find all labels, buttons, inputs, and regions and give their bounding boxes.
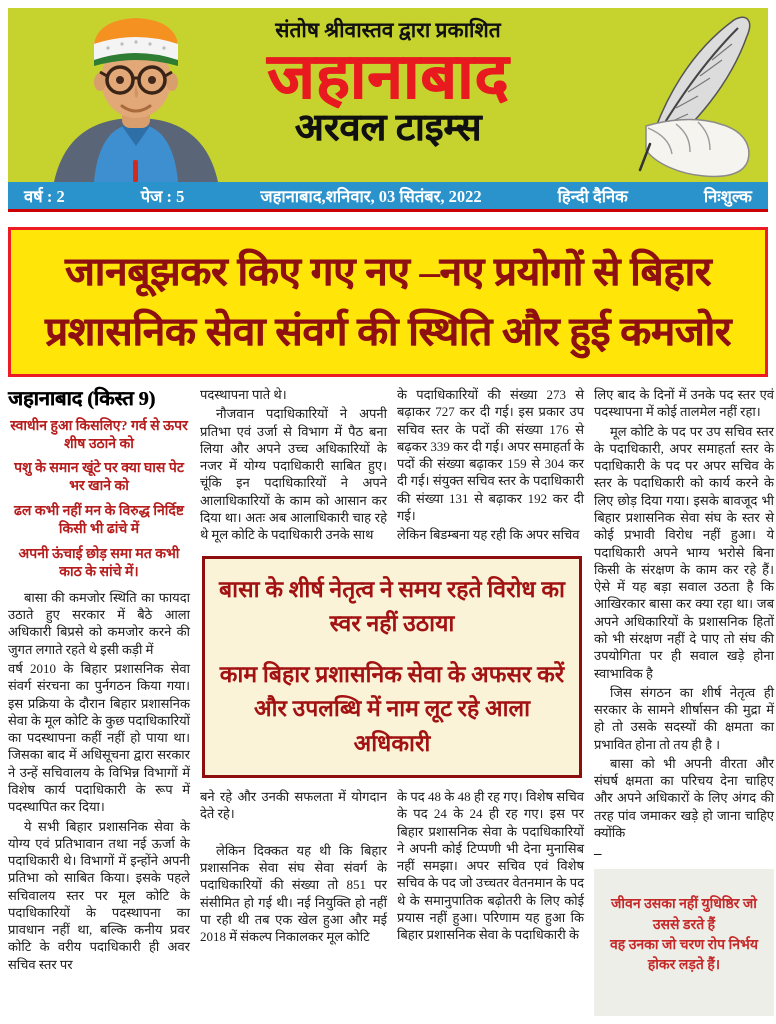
headline-line1: जानबूझकर किए गए नए –नए प्रयोगों से बिहार — [64, 249, 712, 294]
poem-line: उससे डरते हैं — [652, 917, 716, 933]
body-paragraph: बासा की कमजोर स्थिति का फायदा उठाते हुए सरकार में बैठे आला अधिकारी बिप्रसे को कमजोर करने की जुगत लगाते रहते थे इसी कड़ी में — [8, 589, 190, 657]
middle-bottom-row — [200, 788, 584, 948]
body-paragraph: के पदाधिकारियों की संख्या 273 से बढ़ाकर 727 कर दी गई। इस प्रकार उप सचिव स्तर के पदों की संख्या 176 से बढ़कर 339 कर दी गई। अपर समाहर्ता के पदों की संख्या बढ़ाकर 159 से 304 कर दी गई। संयुक्त सचिव स्तर के पदाधिकारी की संख्या 131 से बढ़ाकर 192 कर दी गई। — [397, 387, 584, 523]
body-paragraph: जिस संगठन का शीर्ष नेतृत्व ही सरकार के सामने शीर्षासन की मुद्रा में हो तो उसके सदस्यों की क्षमता का प्रभावित होना तो तय ही है । — [594, 684, 774, 752]
poem-stanza: पशु के समान खूंटे पर क्या घास पेट भर खाने को — [14, 461, 184, 495]
main-headline — [8, 227, 768, 377]
body-paragraph: पदस्थापना पाते थे। — [200, 387, 287, 402]
body-paragraph: लिए बाद के दिनों में उनके पद स्तर एवं पदस्थापना में कोई तालमेल नहीं रहा। — [594, 387, 774, 420]
poem-line: वह उनका जो चरण रोप निर्भय — [610, 937, 758, 953]
column-2-bottom — [200, 788, 387, 948]
dateline: जहानाबाद,शनिवार, 03 सितंबर, 2022 — [260, 187, 482, 206]
body-paragraph: बासा को भी अपनी वीरता और संघर्ष क्षमता का परिचय देना चाहिए और अपने अधिकारों के लिए अंगद की तरह पांव जमाकर खड़े हो जाना चाहिए क्योंकि — [594, 755, 774, 841]
body-paragraph: लेकिन बिडम्बना यह रही कि अपर सचिव — [397, 527, 580, 543]
column-4 — [594, 386, 774, 1018]
middle-columns — [200, 386, 584, 1018]
poem-stanza: ढल कभी नहीं मन के विरुद्ध निर्दिष्ट किसी भी ढांचे में — [14, 504, 184, 538]
page-number: पेज : 5 — [140, 187, 185, 206]
paper-subtitle: अरवल टाइम्स — [294, 107, 482, 150]
article-kicker: जहानाबाद (किस्त 9) — [8, 388, 156, 410]
publisher-line: संतोष श्रीवास्तव द्वारा प्रकाशित — [275, 18, 501, 42]
headline-line2: प्रशासनिक सेवा संवर्ग की स्थिति और हुई कमजोर — [44, 309, 732, 354]
body-paragraph: लेकिन दिक्कत यह थी कि बिहार प्रशासनिक सेवा संघ सेवा संवर्ग के पदाधिकारियों की संख्या तो 851 पर संसीमित हो गई थी। नई नियुक्ति हो नहीं पा रही थी तब एक खेल हुआ और मई 2018 में संकल्प निकालकर मूल कोटि — [200, 842, 387, 945]
masthead — [8, 8, 768, 182]
middle-top-row — [200, 386, 584, 546]
closing-poem — [594, 869, 774, 1016]
language-label: हिन्दी दैनिक — [557, 187, 628, 206]
body-paragraph: बने रहे और उनकी सफलता में योगदान देते रहे। — [200, 789, 387, 822]
poem-stanza: स्वाधीन हुआ किसलिए? गर्व से ऊपर शीष उठाने को — [10, 418, 188, 452]
pull-quote-line1: बासा के शीर्ष नेतृत्व ने समय रहते विरोध का स्वर नहीं उठाया — [219, 576, 565, 637]
opening-poem — [8, 418, 190, 582]
body-paragraph: वर्ष 2010 के बिहार प्रशासनिक सेवा संवर्ग संरचना का पुर्नगठन किया गया। इस प्रक्रिया के दौरान बिहार प्रशासनिक सेवा के मूल कोटि के कुछ पदाधिकारियों का पदस्थापना कहीं नहीं हो पाया था। जिसका बाद में अधिसूचना द्वारा सरकार ने उन्हें सचिवालय के विभिन्न विभागों में विशेष कार्य पदाधिकारी के रूप में पदस्थापित कर दिया। — [8, 660, 190, 815]
edition-year: वर्ष : 2 — [24, 187, 65, 206]
quill-hand-illustration — [636, 8, 764, 180]
publisher-portrait-image — [36, 14, 236, 182]
pull-quote-line2: काम बिहार प्रशासनिक सेवा के अफसर करें और उपलब्धि में नाम लूट रहे आला अधिकारी — [219, 661, 565, 756]
pull-quote-box — [202, 556, 582, 779]
column-1 — [8, 386, 190, 1018]
body-paragraph: ये सभी बिहार प्रशासनिक सेवा के योग्य एवं प्रतिभावान तथा नई ऊर्जा के पदाधिकारी थे। विभागों में इन्होंने अपनी प्रतिभा को साबित किया। इसके पहले सचिवालय स्तर पर मूल कोटि के पदाधिकारियों के पदस्थापना का प्रावधान नहीं था, बल्कि कनीय प्रवर कोटि के वरीय पदाधिकारी ही अवर सचिव स्तर पर — [8, 818, 190, 972]
price-label: निःशुल्क — [703, 187, 752, 206]
date-bar — [8, 182, 768, 212]
column-2-top — [200, 386, 387, 546]
paper-title: जहानाबाद — [266, 41, 510, 112]
poem-line: होकर लड़ते हैं। — [647, 958, 721, 974]
dash-separator: – — [594, 846, 602, 863]
body-paragraph: के पद 48 के 48 ही रह गए। विशेष सचिव के पद 24 के 24 ही रह गए। इस पर बिहार प्रशासनिक सेवा के पदाधिकारियों ने अपनी कोई टिप्पणी भी देना मुनासिब नहीं समझा। अपर सचिव एवं विशेष सचिव के पद जो उच्चतर वेतनमान के पद थे के समानुपातिक बढ़ोतरी के लिए कोई प्रयास नहीं हुआ। परिणाम यह हुआ कि बिहार प्रशासनिक सेवा के पदाधिकारी के — [397, 789, 584, 943]
column-3-top — [397, 386, 584, 546]
body-paragraph: मूल कोटि के पद पर उप सचिव स्तर के पदाधिकारी, अपर समाहर्ता स्तर के पदाधिकारी के पद पर अपर सचिव के स्तर के पदाधिकारी को कार्य करने के लिए छोड़ दिया गया। इसके बावजूद भी बिहार प्रशासनिक सेवा संघ के स्तर से कोई प्रभावी विरोध नहीं हुआ। ये पदाधिकारी अपने भाग्य भरोसे बिना किसी के संरक्षण के काम कर रहे हैं। ऐसे में यह बड़ा सवाल उठता है कि आखिरकार बासा कर क्या रहा था। जब अपने अधिकारियों के प्रशासनिक हितों को भी संरक्षण नहीं दे पाए तो संघ की उपयोगिता पर ही सवाल खड़े होना स्वाभाविक है — [594, 423, 774, 681]
article-body — [8, 386, 774, 1018]
poem-line: जीवन उसका नहीं युधिष्ठिर जो — [611, 897, 757, 913]
poem-stanza: अपनी ऊंचाई छोड़ समा मत कभी काठ के सांचे में। — [18, 547, 180, 580]
column-3-bottom — [397, 788, 584, 948]
body-paragraph: नौजवान पदाधिकारियों ने अपनी प्रतिभा एवं उर्जा से विभाग में पैठ बना लिया और अपने उच्च अधिकारियों के नजर में योग्य पदाधिकारी साबित हुए। चूंकि इन पदाधिकारियों ने अपने आलाधिकारियों के काम को आसान कर दिया था। अतः अब आलाधिकारी चाह रहे थे मूल कोटि के पदाधिकारी उनके साथ — [200, 406, 387, 543]
